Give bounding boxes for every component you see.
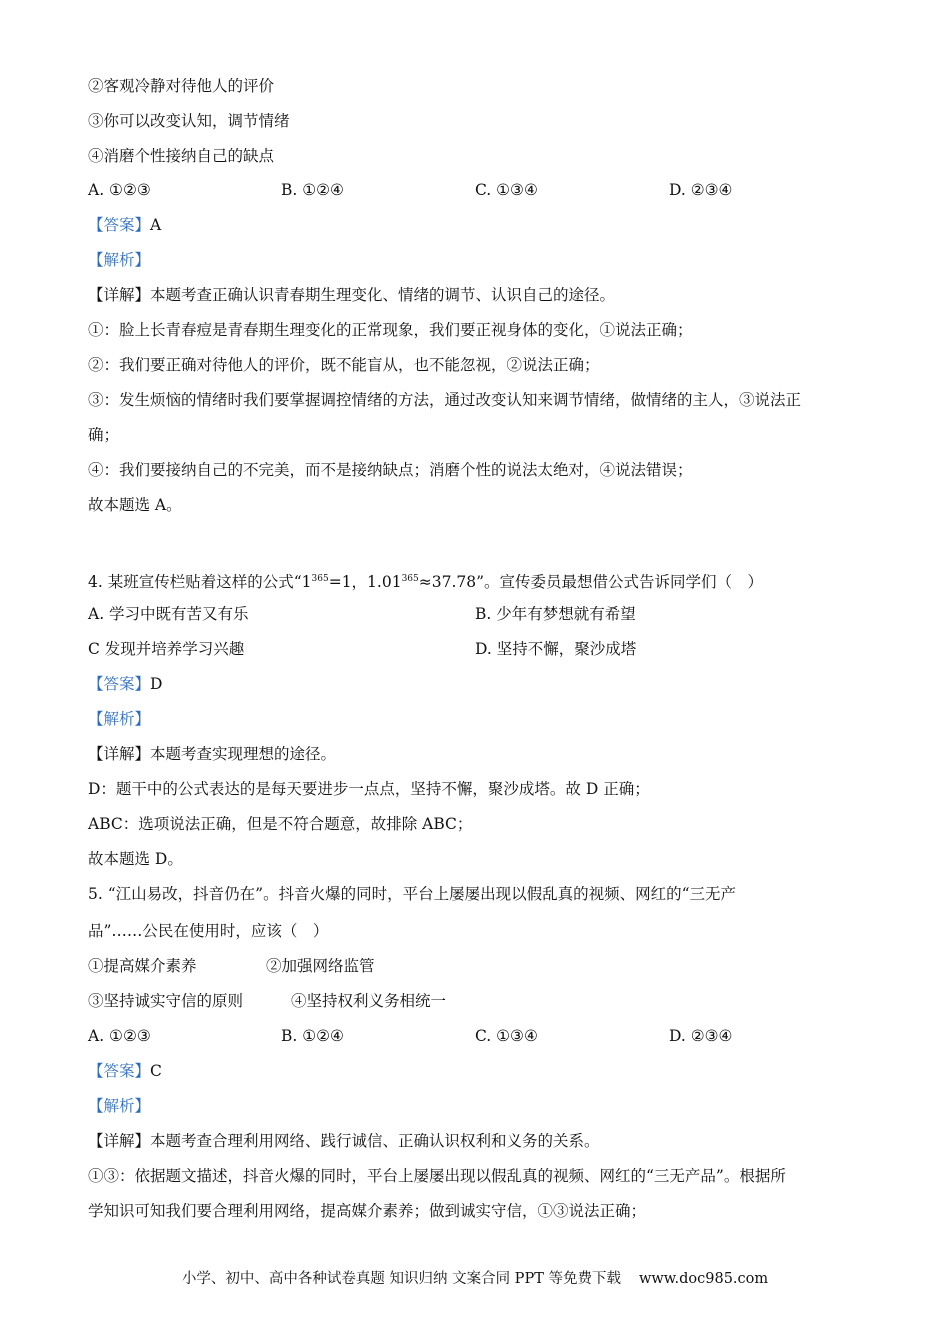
q3-explanation-4: ④：我们要接纳自己的不完美，而不是接纳缺点；消磨个性的说法太绝对，④说法错误；	[88, 461, 693, 479]
q4-stem-part-1: 4. 某班宣传栏贴着这样的公式“1	[88, 573, 312, 591]
q5-option-d: D. ②③④	[669, 1027, 733, 1045]
q4-option-c: C 发现并培养学习兴趣	[88, 640, 245, 658]
q5-answer	[88, 1061, 162, 1081]
detail-tag: 【详解】	[88, 286, 151, 304]
q5-option-a: A. ①②③	[88, 1027, 151, 1045]
q3-answer	[88, 215, 161, 235]
q5-explanation-1: ①③：依据题文描述，抖音火爆的同时，平台上屡屡出现以假乱真的视频、网红的“三无产品”。根据所	[88, 1167, 786, 1185]
q4-option-a: A. 学习中既有苦又有乐	[88, 605, 249, 623]
q3-detail	[88, 285, 615, 305]
answer-tag: 【答案】	[88, 675, 151, 693]
q4-option-d: D. 坚持不懈，聚沙成塔	[475, 640, 637, 658]
q4-exponent-1: 365	[311, 574, 329, 584]
q5-option-b: B. ①②④	[281, 1027, 344, 1045]
detail-tag: 【详解】	[88, 1132, 151, 1150]
detail-tag: 【详解】	[88, 745, 151, 763]
detail-text: 本题考查实现理想的途径。	[150, 745, 337, 763]
q5-explanation-1-cont: 学知识可知我们要合理利用网络，提高媒介素养；做到诚实守信，①③说法正确；	[88, 1202, 647, 1220]
q4-answer	[88, 674, 162, 694]
q5-detail	[88, 1131, 600, 1151]
q3-option-b: B. ①②④	[281, 181, 344, 199]
answer-value: C	[150, 1062, 162, 1080]
detail-text: 本题考查合理利用网络、践行诚信、正确认识权利和义务的关系。	[150, 1132, 600, 1150]
q5-analysis-tag: 【解析】	[88, 1097, 151, 1115]
q3-option-d: D. ②③④	[669, 181, 733, 199]
answer-value: D	[150, 675, 163, 693]
answer-value: A	[150, 216, 162, 234]
q4-stem-part-3: ≈37.78”。宣传委员最想借公式告诉同学们（ ）	[418, 573, 764, 591]
q3-explanation-3: ③：发生烦恼的情绪时我们要掌握调控情绪的方法，通过改变认知来调节情绪，做情绪的主人，③说法正	[88, 391, 802, 409]
q3-explanation-1: ①：脸上长青春痘是青春期生理变化的正常现象，我们要正视身体的变化，①说法正确；	[88, 321, 693, 339]
q4-detail	[88, 744, 336, 764]
q4-stem-part-2: =1，1.01	[328, 573, 402, 591]
footer-text: 小学、初中、高中各种试卷真题 知识归纳 文案合同 PPT 等免费下载	[181, 1271, 621, 1287]
q3-option-c: C. ①③④	[475, 181, 538, 199]
q5-statement-3: ③坚持诚实守信的原则	[88, 992, 244, 1010]
q4-analysis-tag: 【解析】	[88, 710, 151, 728]
q3-analysis-tag: 【解析】	[88, 251, 151, 269]
q3-statement-2: ②客观冷静对待他人的评价	[88, 77, 275, 95]
answer-tag: 【答案】	[88, 1062, 151, 1080]
q5-option-c: C. ①③④	[475, 1027, 538, 1045]
q3-option-a: A. ①②③	[88, 181, 151, 199]
answer-tag: 【答案】	[88, 216, 151, 234]
page-footer	[0, 1269, 950, 1289]
detail-text: 本题考查正确认识青春期生理变化、情绪的调节、认识自己的途径。	[150, 286, 616, 304]
q3-statement-3: ③你可以改变认知，调节情绪	[88, 112, 290, 130]
footer-url[interactable]: www.doc985.com	[638, 1271, 769, 1287]
q4-explanation-1: D：题干中的公式表达的是每天要进步一点点，坚持不懈，聚沙成塔。故 D 正确；	[88, 780, 650, 798]
q5-statement-4: ④坚持权利义务相统一	[291, 992, 447, 1010]
q4-conclusion: 故本题选 D。	[88, 850, 183, 868]
q3-explanation-2: ②：我们要正确对待他人的评价，既不能盲从，也不能忽视，②说法正确；	[88, 356, 600, 374]
q5-statement-1: ①提高媒介素养	[88, 957, 197, 975]
q4-explanation-2: ABC：选项说法正确，但是不符合题意，故排除 ABC；	[88, 815, 473, 833]
q5-stem-cont: 品”……公民在使用时，应该（ ）	[88, 922, 329, 940]
q3-explanation-3-cont: 确；	[88, 426, 120, 444]
q3-conclusion: 故本题选 A。	[88, 496, 182, 514]
q5-statement-2: ②加强网络监管	[266, 957, 375, 975]
q4-exponent-2: 365	[401, 574, 419, 584]
q5-stem: 5. “江山易改，抖音仍在”。抖音火爆的同时，平台上屡屡出现以假乱真的视频、网红的“三无产	[88, 885, 736, 903]
q4-stem	[88, 569, 763, 592]
q3-statement-4: ④消磨个性接纳自己的缺点	[88, 147, 275, 165]
q4-option-b: B. 少年有梦想就有希望	[475, 605, 636, 623]
